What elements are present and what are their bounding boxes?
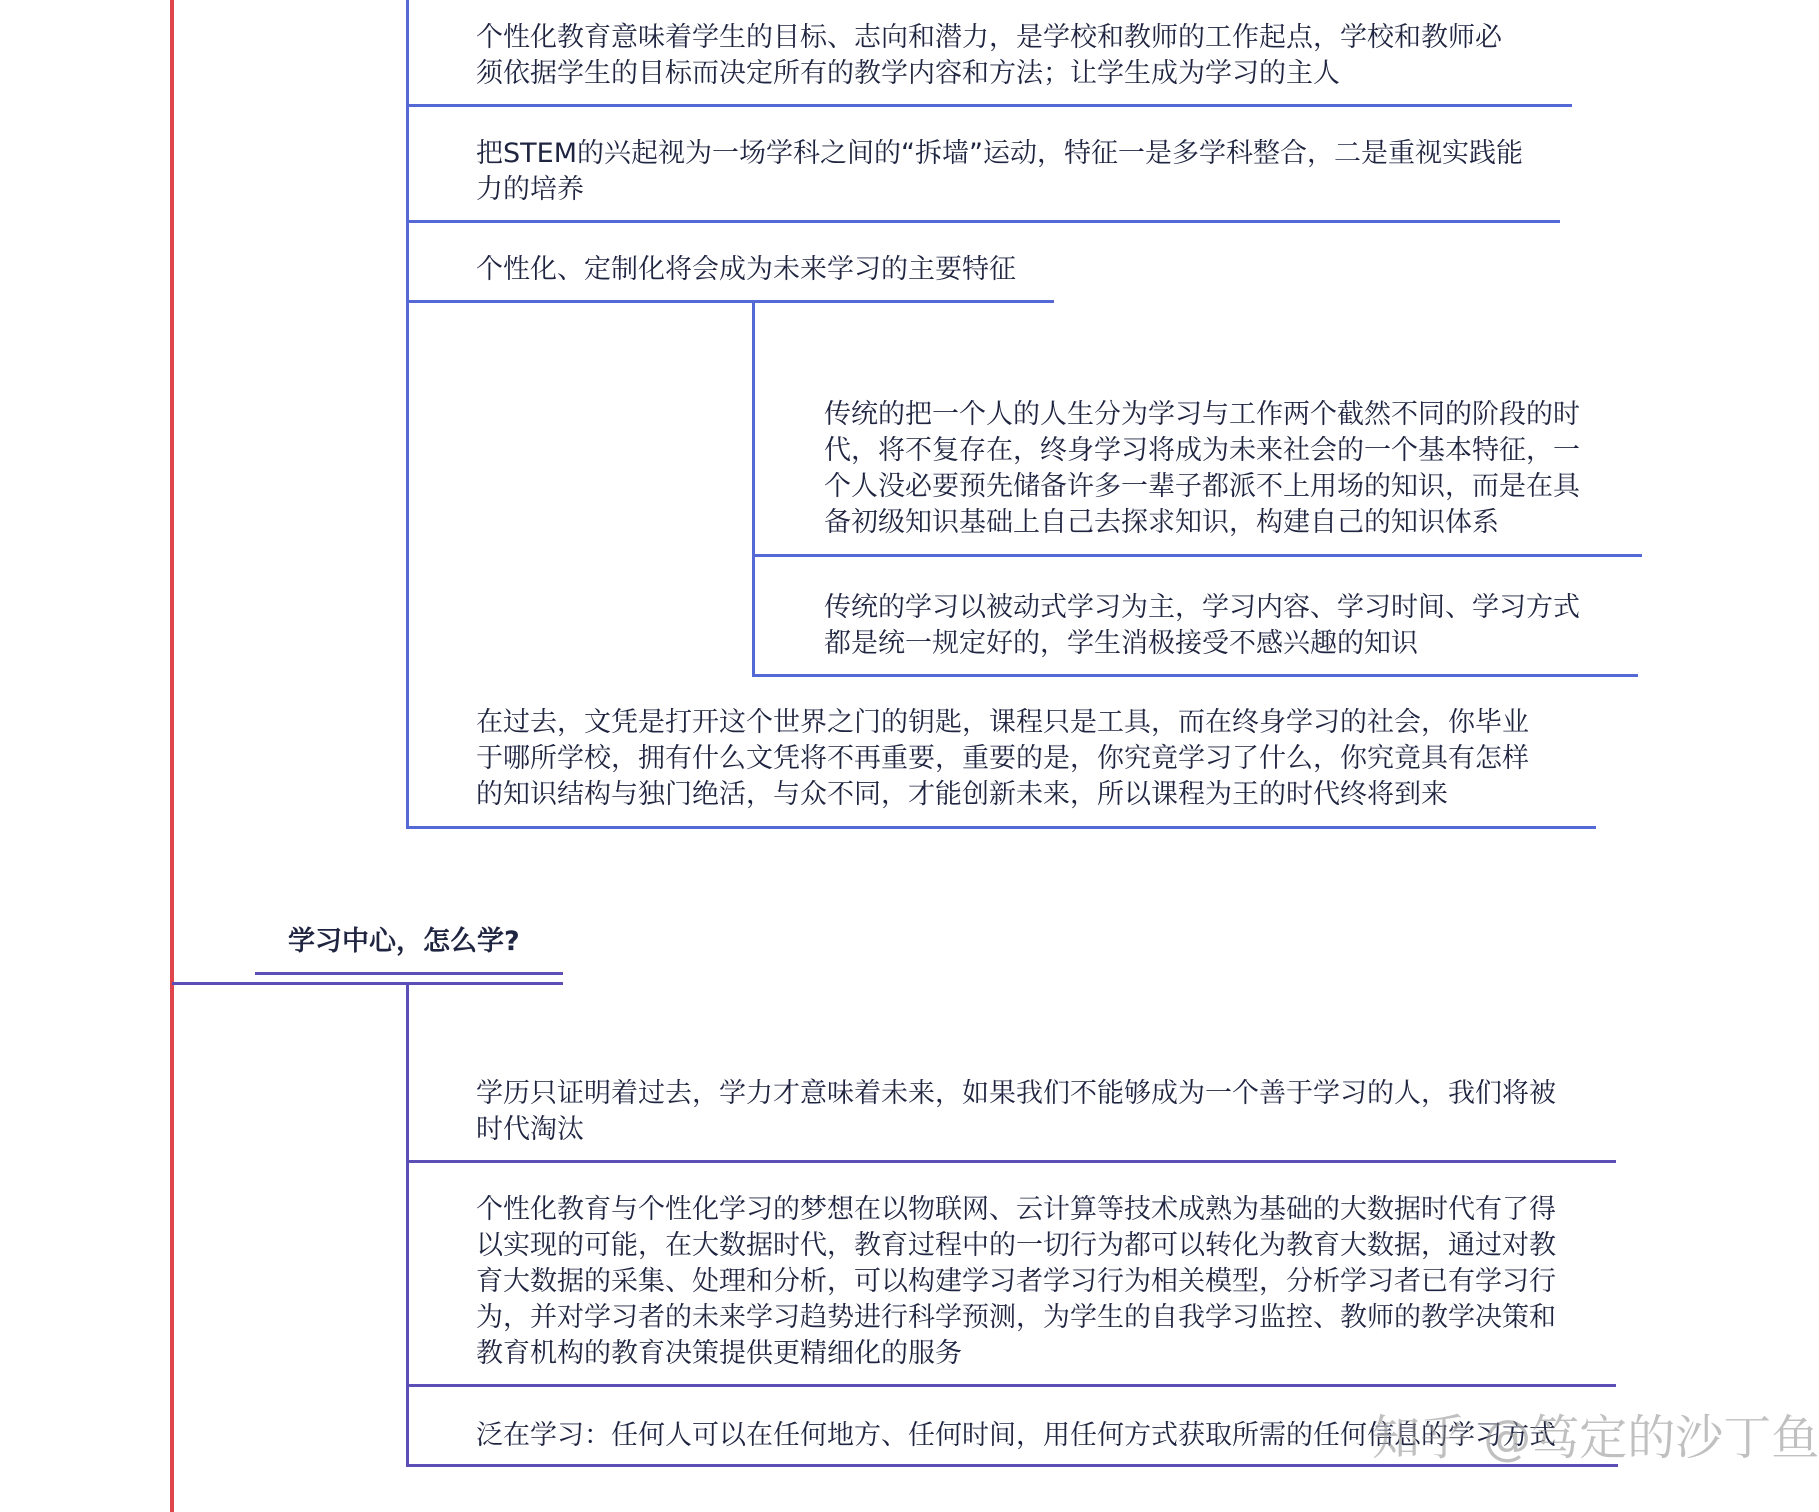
node-underline (406, 826, 1596, 829)
section1-branch-line (406, 0, 409, 828)
node-underline (406, 104, 1572, 107)
node-underline (406, 220, 1560, 223)
node-underline (406, 300, 1054, 303)
mindmap-node[interactable]: 个性化教育意味着学生的目标、志向和潜力，是学校和教师的工作起点，学校和教师必 须依据学生的目标而决定所有的教学内容和方法；让学生成为学习的主人 (476, 22, 1502, 89)
mindmap-node[interactable]: 把STEM的兴起视为一场学科之间的“拆墙”运动，特征一是多学科整合，二是重视实践能 力的培养 (476, 138, 1523, 205)
node-underline (752, 674, 1638, 677)
mindmap-subnode[interactable]: 传统的把一个人的人生分为学习与工作两个截然不同的阶段的时 代，将不复存在，终身学习将成为未来社会的一个基本特征，一 个人没必要预先储备许多一辈子都派不上用场的知识，而是在具 备初级知识基础上自己去探求知识，构建自己的知识体系 (824, 399, 1580, 538)
subnode-branch-line (752, 302, 755, 675)
watermark-text: 知乎 @笃定的沙丁鱼 (1372, 1410, 1819, 1466)
mindmap-node[interactable]: 在过去，文凭是打开这个世界之门的钥匙，课程只是工具，而在终身学习的社会，你毕业 于哪所学校，拥有什么文凭将不再重要，重要的是，你究竟学习了什么，你究竟具有怎样 的知识结构与独门绝活，与众不同，才能创新未来，所以课程为王的时代终将到来 (476, 707, 1529, 810)
topic-underline (255, 972, 563, 975)
mindmap-node[interactable]: 个性化教育与个性化学习的梦想在以物联网、云计算等技术成熟为基础的大数据时代有了得 以实现的可能，在大数据时代，教育过程中的一切行为都可以转化为教育大数据，通过对教 育大数据的采集、处理和分析，可以构建学习者学习行为相关模型，分析学习者已有学习行 为，并对学习者的未来学习趋势进行科学预测，为学生的自我学习监控、教师的教学决策和 教育机构的教育决策提供更精细化的服务 (476, 1194, 1556, 1369)
mindmap-node[interactable]: 学历只证明着过去，学力才意味着未来，如果我们不能够成为一个善于学习的人，我们将被 时代淘汰 (476, 1078, 1556, 1145)
mindmap-node[interactable]: 泛在学习：任何人可以在任何地方、任何时间，用任何方式获取所需的任何信息的学习方式 (476, 1420, 1556, 1451)
main-branch-line (170, 0, 174, 1512)
node-underline (752, 554, 1642, 557)
section2-branch-line (406, 982, 409, 1466)
mindmap-node[interactable]: 个性化、定制化将会成为未来学习的主要特征 (476, 254, 1016, 285)
node-underline (406, 1384, 1616, 1387)
topic-connector (172, 982, 563, 985)
topic-title[interactable]: 学习中心，怎么学? (288, 926, 520, 957)
mindmap-subnode[interactable]: 传统的学习以被动式学习为主，学习内容、学习时间、学习方式 都是统一规定好的，学生消极接受不感兴趣的知识 (824, 592, 1580, 659)
node-underline (406, 1160, 1616, 1163)
